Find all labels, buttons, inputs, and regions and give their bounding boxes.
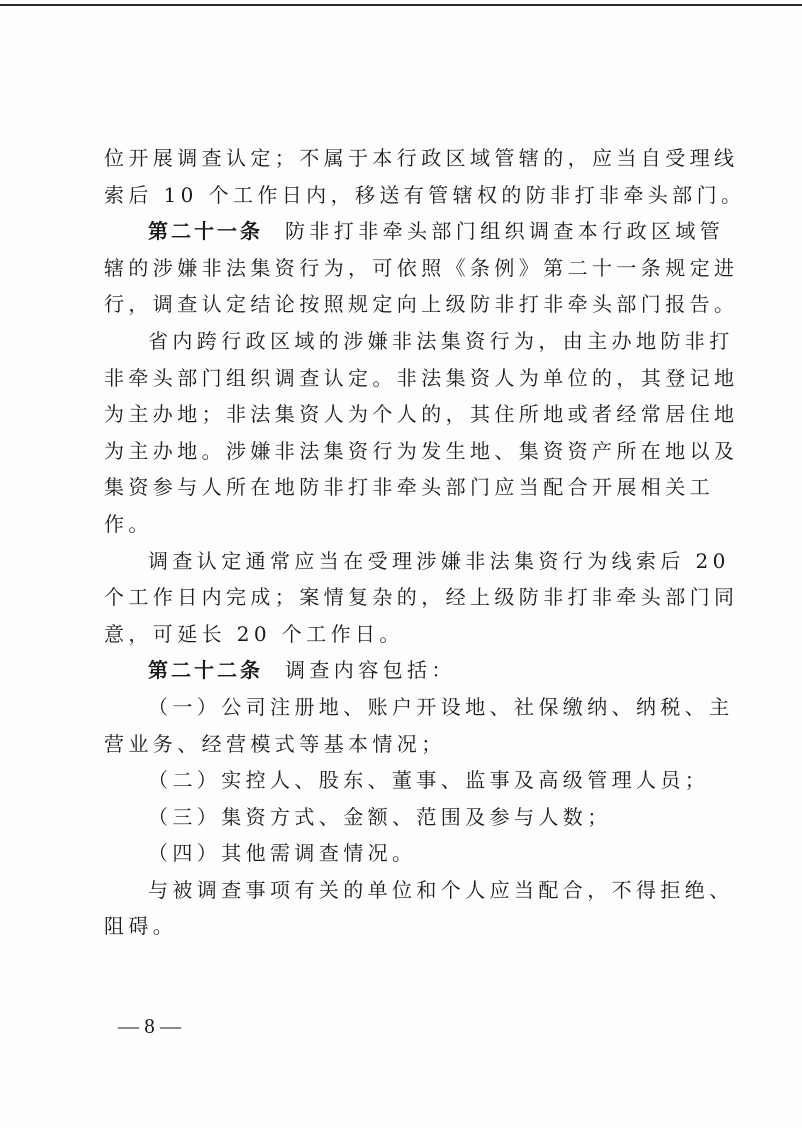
text-line: 集资参与人所在地防非打非牵头部门应当配合开展相关工 (104, 475, 714, 500)
text-line: 省内跨行政区域的涉嫌非法集资行为，由主办地防非打 (148, 328, 734, 353)
text-line: 辖的涉嫌非法集资行为，可依照《条例》第二十一条规定进 (104, 255, 739, 280)
text-line: 阻碍。 (104, 914, 178, 939)
document-body (104, 140, 746, 945)
text-line: 营业务、经营模式等基本情况； (104, 731, 446, 756)
page-number: — 8 — (118, 1014, 181, 1038)
text-line: 个工作日内完成；案情复杂的，经上级防非打非牵头部门同 (104, 585, 739, 610)
list-item: （三）集资方式、金额、范围及参与人数； (148, 804, 612, 829)
text-line: 调查认定通常应当在受理涉嫌非法集资行为线索后 20 (148, 548, 730, 573)
list-item: （二）实控人、股东、董事、监事及高级管理人员； (148, 768, 710, 793)
article-21-text: 防非打非牵头部门组织调查本行政区域管 (285, 219, 725, 244)
text-line: 与被调查事项有关的单位和个人应当配合，不得拒绝、 (148, 877, 734, 902)
text-line: 为主办地；非法集资人为个人的，其住所地或者经常居住地 (104, 402, 739, 427)
list-item: （四）其他需调查情况。 (148, 841, 417, 866)
article-22-heading: 第二十二条 (148, 658, 263, 683)
text-line: 意，可延长 20 个工作日。 (104, 621, 404, 646)
text-line: 位开展调查认定；不属于本行政区域管辖的，应当自受理线 (104, 146, 739, 170)
article-22-text: 调查内容包括： (285, 658, 456, 683)
text-line: 行，调查认定结论按照规定向上级防非打非牵头部门报告。 (104, 292, 739, 317)
text-line: 非牵头部门组织调查认定。非法集资人为单位的，其登记地 (104, 365, 739, 390)
top-border-rule (0, 4, 802, 6)
article-21-heading: 第二十一条 (148, 219, 263, 244)
article-22-first-line (104, 652, 704, 689)
list-item: （一）公司注册地、账户开设地、社保缴纳、纳税、主 (148, 694, 734, 719)
article-21-first-line (104, 213, 725, 250)
text-line: 为主办地。涉嫌非法集资行为发生地、集资资产所在地以及 (104, 438, 739, 463)
text-line: 索后 10 个工作日内，移送有管辖权的防非打非牵头部门。 (104, 182, 746, 207)
text-line: 作。 (104, 511, 153, 536)
